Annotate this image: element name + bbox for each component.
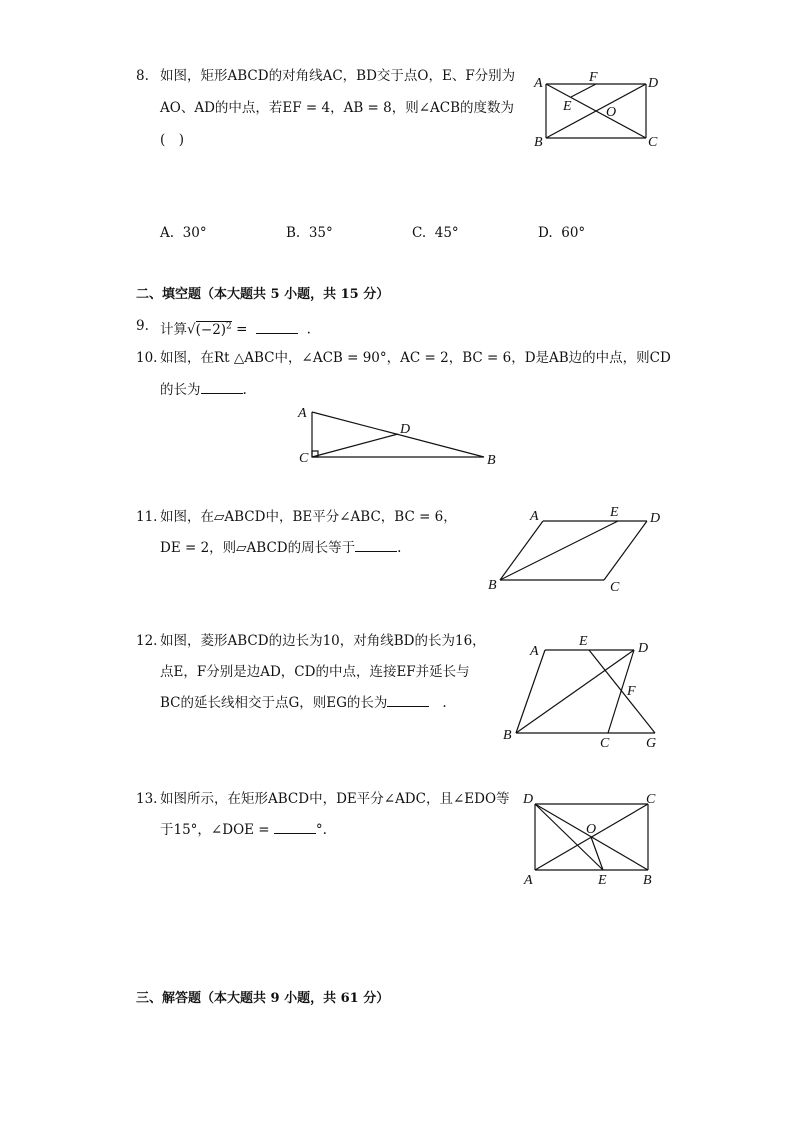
q8-label-O: O	[606, 105, 617, 120]
q13-label-C: C	[646, 792, 656, 807]
q12-label-F: F	[627, 684, 636, 699]
q13-label-O: O	[586, 822, 597, 837]
q8-label-B: B	[534, 135, 543, 150]
q12-label-C: C	[600, 736, 610, 751]
q10-number: 10.	[136, 350, 158, 366]
q10-label-C: C	[299, 451, 309, 466]
q10-stem-line1: 如图，在Rt △ABC中，∠ACB = 90°，AC = 2，BC = 6，D是AB边的中点，则CD	[160, 350, 671, 366]
q13-label-E: E	[598, 873, 607, 888]
q9-radicand: $(-2)^2$	[195, 321, 232, 338]
q13-stem-line1: 如图所示，在矩形ABCD中，DE平分∠ADC，且∠EDO等	[160, 791, 510, 807]
q10-label-A: A	[298, 406, 307, 421]
q8-label-D: D	[648, 76, 659, 91]
section-2-heading: 二、填空题（本大题共 5 小题，共 15 分）	[136, 287, 390, 302]
q8-label-A: A	[534, 76, 543, 91]
q12-label-D: D	[638, 641, 649, 656]
section-3-heading: 三、解答题（本大题共 9 小题，共 61 分）	[136, 991, 390, 1006]
sqrt-sign-icon: √	[187, 321, 196, 338]
q11-label-C: C	[610, 580, 620, 595]
q12-label-E: E	[579, 634, 588, 649]
q8-label-E: E	[563, 99, 572, 114]
q12-label-G: G	[646, 736, 657, 751]
q13-stem-line2: 于15°，∠DOE = °.	[160, 822, 327, 838]
q8-option-a[interactable]: A. 30°	[160, 225, 207, 241]
q11-label-D: D	[650, 511, 661, 526]
q11-stem-line1: 如图，在▱ABCD中，BE平分∠ABC，BC = 6，	[160, 509, 457, 525]
q12-stem-line1: 如图，菱形ABCD的边长为10，对角线BD的长为16，	[160, 633, 486, 649]
q11-stem-line2: DE = 2，则▱ABCD的周长等于 .	[160, 540, 402, 556]
q9-stem: 计算$√(-2)^2$ = .	[160, 321, 311, 338]
q8-option-d[interactable]: D. 60°	[538, 225, 586, 241]
q13-number: 13.	[136, 791, 158, 807]
q11-number: 11.	[136, 509, 158, 525]
q9-number: 9.	[136, 318, 149, 334]
q10-label-D: D	[400, 422, 411, 437]
q8-label-F: F	[589, 70, 598, 85]
q13-label-D: D	[523, 792, 534, 807]
q8-number: 8.	[136, 68, 149, 84]
q8-option-b[interactable]: B. 35°	[286, 225, 333, 241]
q11-label-B: B	[488, 578, 497, 593]
q8-stem-line2: AO、AD的中点，若EF = 4，AB = 8，则∠ACB的度数为	[160, 100, 515, 116]
q8-answer-paren: ( )	[160, 132, 185, 148]
q8-option-c[interactable]: C. 45°	[412, 225, 459, 241]
q12-label-A: A	[530, 644, 539, 659]
q8-stem-line1: 如图，矩形ABCD的对角线AC，BD交于点O，E、F分别为	[160, 68, 516, 84]
q12-stem-line2: 点E，F分别是边AD，CD的中点，连接EF并延长与	[160, 664, 470, 680]
q11-label-E: E	[610, 505, 619, 520]
q13-label-A: A	[524, 873, 533, 888]
q10-label-B: B	[487, 453, 496, 468]
q10-stem-line2: 的长为 .	[160, 382, 247, 398]
q11-label-A: A	[530, 509, 539, 524]
q12-stem-line3: BC的延长线相交于点G，则EG的长为 .	[160, 695, 447, 711]
q12-label-B: B	[503, 728, 512, 743]
q8-label-C: C	[648, 135, 658, 150]
q12-number: 12.	[136, 633, 158, 649]
q13-label-B: B	[643, 873, 652, 888]
